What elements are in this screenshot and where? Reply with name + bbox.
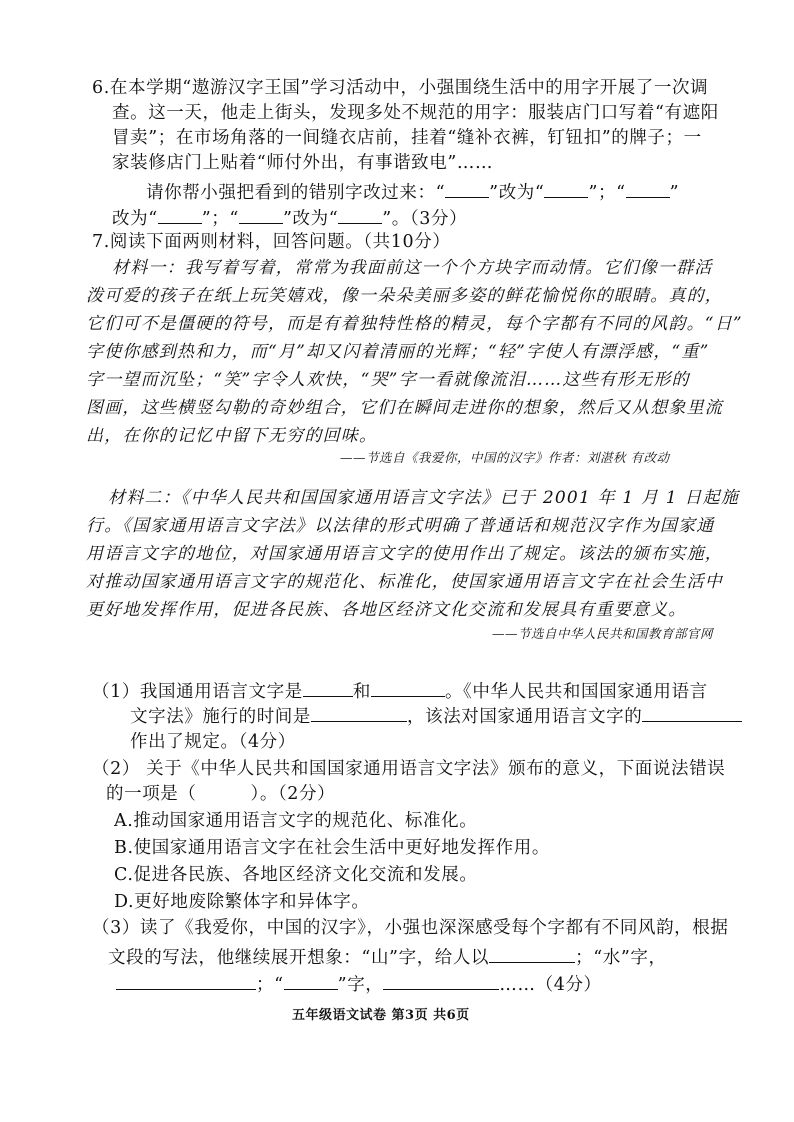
- option-b: B.使国家通用语言文字在社会生活中更好地发挥作用。: [114, 838, 550, 858]
- sub-question-1-line-1: [92, 678, 708, 704]
- option-a: A.推动国家通用语言文字的规范化、标准化。: [114, 811, 478, 831]
- answer-blank-7[interactable]: [303, 678, 353, 697]
- option-c: C.促进各民族、各地区经济文化交流和发展。: [114, 865, 478, 885]
- material-2-line: 更好地发挥作用，促进各民族、各地区经济文化交流和发展具有重要意义。: [86, 600, 687, 620]
- answer-blank-3[interactable]: [626, 179, 670, 198]
- sq1-text: （1）我国通用语言文字是: [92, 682, 303, 702]
- q6-line-3: 冒卖”；在市场角落的一间缝衣店前，挂着“缝补衣裤，钉钮扣”的牌子；一: [112, 128, 702, 148]
- q6-text: ”改为“: [282, 209, 339, 229]
- material-2-line: 用语言文字的地位，对国家通用语言文字的使用作出了规定。该法的颁布实施，: [86, 544, 723, 564]
- q6-line-5: [146, 179, 679, 205]
- sq2-text: 的一项是（: [106, 784, 197, 804]
- answer-blank-9[interactable]: [311, 703, 407, 722]
- q7-intro: 7.阅读下面两则材料，回答问题。（共10分）: [92, 232, 451, 252]
- answer-blank-5[interactable]: [239, 205, 283, 224]
- answer-blank-6[interactable]: [338, 205, 382, 224]
- q6-line-2: 查。这一天，他走上街头，发现多处不规范的用字：服装店门口写着“有遮阳: [112, 103, 719, 123]
- material-2-line: 对推动国家通用语言文字的规范化、标准化，使国家通用语言文字在社会生活中: [86, 572, 723, 592]
- material-1-source: ——节选自《我爱你，中国的汉字》作者：刘湛秋 有改动: [340, 450, 670, 465]
- q6-line-6: [112, 205, 467, 231]
- q6-line-1: 6.在本学期“遨游汉字王国”学习活动中，小强围绕生活中的用字开展了一次调: [92, 78, 709, 98]
- answer-blank-2[interactable]: [544, 179, 588, 198]
- q6-line-4: 家装修店门上贴着“师付外出，有事谐致电”……: [112, 153, 494, 173]
- material-2-line: 材料二：《中华人民共和国国家通用语言文字法》已于 2001 年 1 月 1 日起施: [108, 488, 740, 508]
- answer-blank-11[interactable]: [489, 944, 575, 963]
- material-1-line: 它们可不是僵硬的符号，而是有着独特性格的精灵，每个字都有不同的风韵。“日”: [86, 314, 743, 334]
- sq3-text: ……（4分）: [499, 975, 602, 995]
- q6-text: ”。（3分）: [382, 209, 468, 229]
- material-1-line: 字使你感到热和力，而“月”却又闪着清丽的光辉；“轻”字使人有漂浮感，“重”: [86, 342, 710, 362]
- material-1-line: 泼可爱的孩子在纸上玩笑嬉戏，像一朵朵美丽多姿的鲜花愉悦你的眼睛。真的，: [86, 286, 723, 306]
- material-2-line: 行。《国家通用语言文字法》以法律的形式明确了普通话和规范汉字作为国家通: [86, 516, 715, 536]
- q6-text: 改为“: [112, 209, 158, 229]
- sq2-text: ）。（2分）: [250, 784, 336, 804]
- sub-question-3-line-3: [116, 971, 602, 997]
- answer-blank-13[interactable]: [284, 971, 338, 990]
- q6-text: ”改为“: [489, 183, 545, 203]
- material-1-line: 出，在你的记忆中留下无穷的回味。: [86, 426, 378, 446]
- q6-text: ”: [669, 183, 680, 203]
- sq1-text: 文字法》施行的时间是: [130, 707, 311, 727]
- sq1-text: 和: [352, 682, 371, 702]
- material-1-line: 材料一：我写着写着，常常为我面前这一个个方块字而动情。它们像一群活: [112, 258, 713, 278]
- option-d: D.更好地废除繁体字和异体字。: [114, 892, 370, 912]
- material-1-line: 图画，这些横竖勾勒的奇妙组合，它们在瞬间走进你的想象，然后又从想象里流: [86, 398, 723, 418]
- material-1-line: 字一望而沉坠；“笑”字令人欢快，“哭”字一看就像流泪……这些有形无形的: [86, 370, 690, 390]
- q6-prompt: 请你帮小强把看到的错别字改过来：“: [146, 183, 446, 203]
- q6-text: ”；“: [588, 183, 626, 203]
- sq3-text: ；“水”字，: [575, 948, 667, 968]
- sq1-text: 。《中华人民共和国国家通用语言: [444, 682, 708, 702]
- material-2-source: ——节选自中华人民共和国教育部官网: [492, 626, 714, 641]
- sub-question-2-line-1: （2） 关于《中华人民共和国国家通用语言文字法》颁布的意义，下面说法错误: [92, 759, 726, 779]
- answer-blank-4[interactable]: [158, 205, 202, 224]
- sq3-text: 文段的写法，他继续展开想象：“山”字，给人以: [108, 948, 490, 968]
- answer-blank-1[interactable]: [445, 179, 489, 198]
- sub-question-3-line-2: [108, 944, 667, 970]
- sub-question-3-line-1: （3）读了《我爱你，中国的汉字》，小强也深深感受每个字都有不同风韵，根据: [92, 918, 729, 938]
- answer-blank-8[interactable]: [371, 678, 445, 697]
- sub-question-1-line-2: [130, 703, 742, 729]
- answer-blank-12[interactable]: [116, 971, 256, 990]
- sq3-text: ”字，: [337, 975, 384, 995]
- sub-question-1-line-3: 作出了规定。（4分）: [130, 732, 296, 752]
- sq3-text: ；“: [256, 975, 284, 995]
- page-footer: 五年级语文试卷 第3页 共6页: [292, 1008, 470, 1023]
- sub-question-2-line-2: [106, 782, 335, 806]
- sq1-text: ，该法对国家通用语言文字的: [407, 707, 643, 727]
- q6-text: ”；“: [201, 209, 239, 229]
- answer-blank-14[interactable]: [383, 971, 499, 990]
- answer-blank-10[interactable]: [642, 703, 742, 722]
